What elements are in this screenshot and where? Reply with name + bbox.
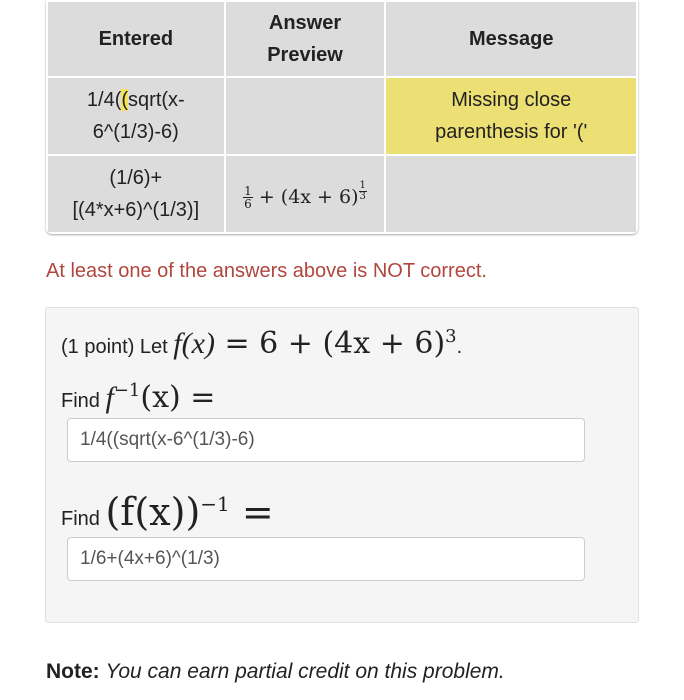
entered-line2: 6^(1/3)-6) bbox=[92, 121, 179, 143]
answer-preview-math bbox=[243, 180, 367, 212]
entered-rest: sqrt(x- bbox=[128, 89, 185, 111]
answer-input-1[interactable] bbox=[67, 418, 585, 462]
highlighted-paren: ( bbox=[121, 89, 129, 111]
results-table bbox=[46, 0, 638, 234]
entered-cell bbox=[47, 155, 225, 233]
function-definition: f(x) = 6 + (4x + 6)3 bbox=[173, 326, 457, 361]
preview-exponent: $\frac{1}{3}$ bbox=[359, 180, 366, 203]
answer-input-2[interactable] bbox=[67, 537, 585, 581]
entered-cell bbox=[47, 77, 225, 155]
header-message: Message bbox=[385, 1, 637, 77]
question-1-label: Find f−1(x) = bbox=[61, 380, 216, 415]
problem-intro: (1 point) Let bbox=[61, 336, 168, 358]
message-line2: parenthesis for '(' bbox=[435, 121, 588, 143]
preview-body: + (4x + 6) bbox=[258, 185, 359, 208]
note-label: Note: bbox=[46, 660, 100, 683]
header-preview-line2: Preview bbox=[267, 44, 343, 66]
header-entered: Entered bbox=[47, 1, 225, 77]
header-answer-preview bbox=[225, 1, 386, 77]
note-text: You can earn partial credit on this problem. bbox=[105, 660, 505, 683]
question-2-label: Find (f(x))−1 = bbox=[61, 490, 274, 534]
entered-prefix: 1/4( bbox=[86, 89, 122, 111]
reciprocal-function-math: (f(x))−1 = bbox=[105, 490, 274, 534]
message-line1: Missing close bbox=[451, 89, 572, 111]
incorrect-warning: At least one of the answers above is NOT correct. bbox=[46, 260, 487, 282]
preview-cell bbox=[225, 77, 386, 155]
header-preview-line1: Answer bbox=[268, 12, 342, 34]
table-row bbox=[47, 77, 637, 155]
problem-statement: (1 point) Let f(x) = 6 + (4x + 6)3. bbox=[61, 326, 463, 361]
results-header-row bbox=[47, 1, 637, 77]
entered-line2: [(4*x+6)^(1/3)] bbox=[72, 199, 200, 221]
preview-fraction: $\frac{1}{6}$ bbox=[244, 184, 252, 212]
message-cell bbox=[385, 77, 637, 155]
partial-credit-note bbox=[46, 660, 505, 684]
message-cell bbox=[385, 155, 637, 233]
preview-cell bbox=[225, 155, 386, 233]
problem-box bbox=[45, 307, 639, 623]
inverse-function-math: f−1(x) = bbox=[105, 380, 216, 415]
entered-line1: (1/6)+ bbox=[109, 167, 163, 189]
table-row bbox=[47, 155, 637, 233]
